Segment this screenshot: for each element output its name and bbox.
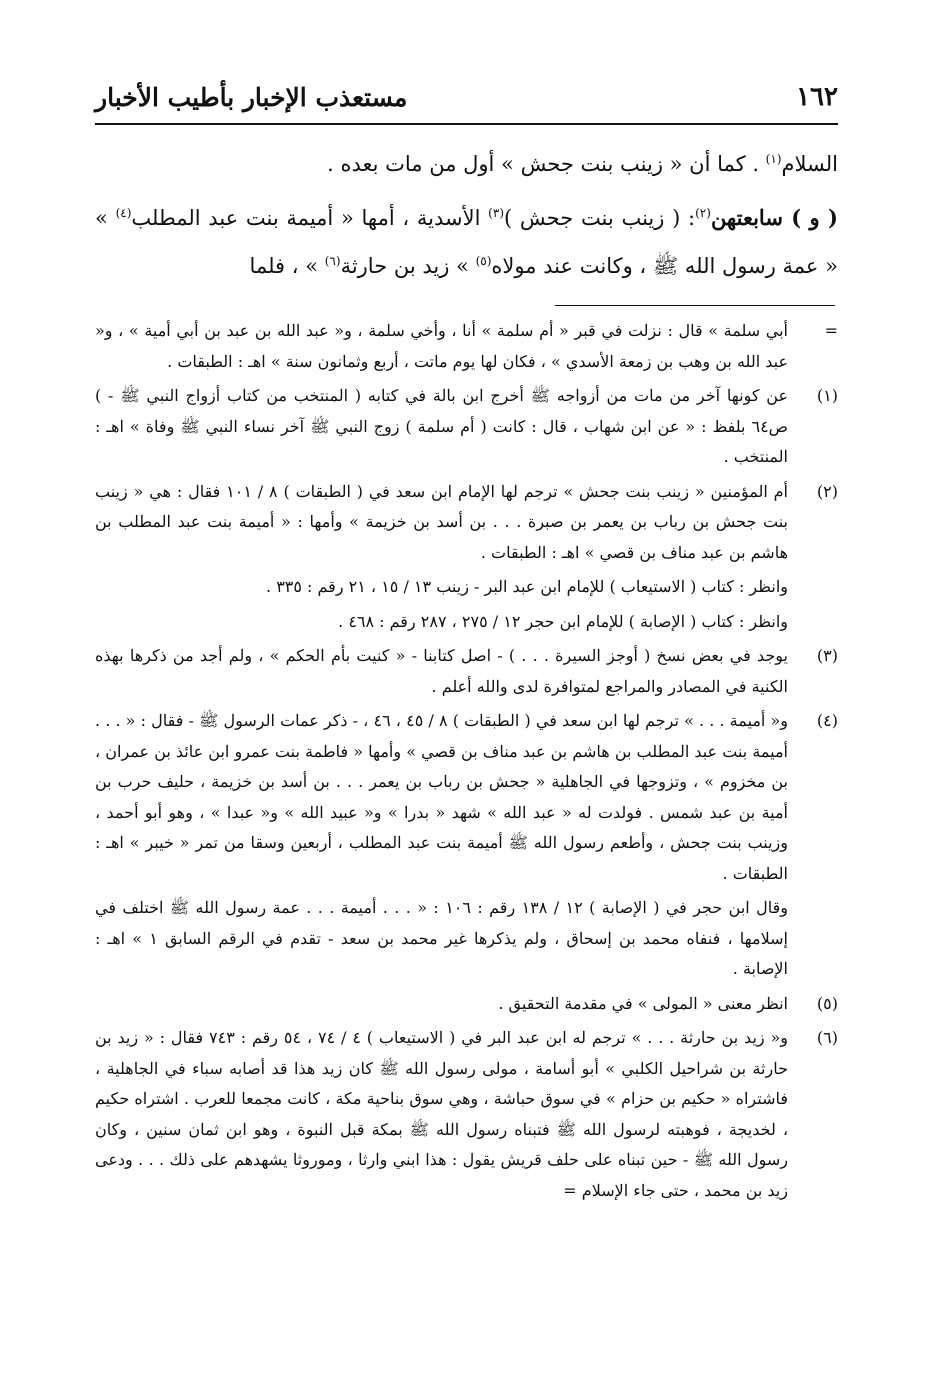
footnote-2 — [95, 477, 840, 638]
footnote-ref: (٣) — [488, 206, 504, 220]
footnote-number: = — [824, 321, 838, 340]
footnote-ref: (٢) — [695, 206, 711, 220]
text-run: . كما أن « زينب بنت جحش » أول من مات بعده . — [327, 152, 766, 176]
running-title: مستعذب الإخبار بأطيب الأخبار — [95, 83, 408, 112]
footnote-body — [95, 477, 788, 638]
text-run: الأسدية ، أمها « أميمة بنت عبد المطلب — [131, 206, 489, 230]
footnote-body — [95, 641, 788, 702]
bold-heading: ( و ) سابعتهن — [710, 205, 838, 230]
header-rule — [95, 123, 838, 125]
footnote-number: (١) — [816, 386, 838, 405]
footnote-paragraph: وانظر : كتاب ( الاستيعاب ) للإمام ابن عبد البر - زينب ١٣ / ١٥ ، ٢١ رقم : ٣٣٥ . — [266, 577, 788, 596]
page-header — [95, 72, 838, 112]
footnote-body — [95, 316, 788, 377]
footnote-paragraph: يوجد في بعض نسخ ( أوجز السيرة . . . ) - اصل كتابنا - « كنيت بأم الحكم » ، ولم أجد من ذكرها بهذه الكنية في المصادر والمراجع لمتوافرة لدى والله أعلم . — [95, 646, 788, 696]
footnote-6 — [95, 1023, 840, 1206]
footnote-number: (٦) — [816, 1028, 838, 1047]
footnote-number: (٥) — [816, 993, 838, 1013]
main-paragraph-2 — [95, 194, 838, 290]
footnote-continuation — [95, 316, 840, 377]
footnote-paragraph: و« أميمة . . . » ترجم لها ابن سعد في ( الطبقات ) ٨ / ٤٥ ، ٤٦ ، - ذكر عمات الرسول ﷺ - فقال : « . . . أميمة بنت عبد المطلب بن هاشم بن عبد مناف بن قصي » وأمها « فاطمة بنت عمرو ابن عائذ بن عمران ، بن مخزوم » ، وتزوجها في الجاهلية « جحش بن رباب بن يعمر . . . بن أسد بن خزيمة ، حليف حرب بن أمية بن عبد شمس . فولدت له « عبد الله » شهد « بدرا » و« عبيد الله » و« عبدا » ، وهو أبو أحمد ، وزينب بنت جحش ، وأطعم رسول الله ﷺ أميمة بنت عبد المطلب ، أربعين وسقا من تمر « خيبر » اهـ : الطبقات . — [95, 711, 789, 883]
footnote-paragraph: أبي سلمة » قال : نزلت في قبر « أم سلمة » أنا ، وأخي سلمة ، و« عبد الله بن عبد بن أبي أمية » ، و« عبد الله بن وهب بن زمعة الأسدي » ، فكان لها يوم ماتت ، أربع وثمانون سنة » اهـ : الطبقات . — [95, 321, 788, 371]
footnote-body — [95, 706, 788, 985]
footnote-number: (٣) — [816, 646, 838, 665]
footnote-number: (٢) — [816, 481, 838, 501]
footnote-ref: (٤) — [115, 206, 132, 220]
text-run: » « عمة رسول الله ﷺ ، وكانت عند مولاه — [95, 206, 838, 278]
footnote-paragraph: أم المؤمنين « زينب بنت جحش » ترجم لها الإمام ابن سعد في ( الطبقات ) ٨ / ١٠١ فقال : هي « زينب بنت جحش بن رباب بن يعمر بن صبرة . . . بن أسد بن خزيمة » وأمها : « أميمة بنت عبد المطلب بن هاشم بن عبد مناف بن قصي » اهـ : الطبقات . — [95, 481, 789, 562]
footnote-4 — [95, 706, 840, 985]
main-text — [95, 140, 838, 296]
footnote-number: (٤) — [816, 711, 838, 730]
footnote-paragraph: انظر معنى « المولى » في مقدمة التحقيق . — [498, 993, 788, 1013]
footnote-3 — [95, 641, 840, 702]
footnotes — [95, 316, 840, 1210]
footnote-body — [95, 989, 788, 1020]
footnote-1 — [95, 381, 840, 473]
footnote-ref: (٦) — [324, 254, 341, 268]
text-run: السلام — [781, 152, 838, 176]
main-paragraph-1 — [95, 140, 838, 188]
footnote-separator — [555, 305, 835, 306]
footnote-ref: (١) — [765, 152, 782, 166]
footnote-body — [95, 381, 788, 473]
footnote-paragraph: و« زيد بن حارثة . . . » ترجم له ابن عبد البر في ( الاستيعاب ) ٤ / ٧٤ ، ٥٤ رقم : ٧٤٣ فقال : « زيد بن حارثة بن شراحيل الكلبي » أبو أسامة ، مولى رسول الله ﷺ كان زيد هذا قد أصابه سباء في الجاهلية ، فاشتراه « حكيم بن حزام » في سوق حباشة ، وهي سوق بناحية مكة ، كانت مجمعا للعرب . اشتراه حكيم ، لخديجة ، فوهبته لرسول الله ﷺ فتبناه رسول الله ﷺ بمكة قبل النبوة ، وهو ابن ثمان سنين ، وكان رسول الله ﷺ - حين تبناه على حلف قريش يقول : هذا ابني وارثا ، وموروثا يشهدهم على ذلك . . . ودعى زيد بن محمد ، حتى جاء الإسلام = — [95, 1028, 789, 1200]
footnote-ref: (٥) — [475, 254, 492, 268]
footnote-paragraph: عن كونها آخر من مات من أزواجه ﷺ أخرج ابن بالة في كتابه ( المنتخب من كتاب أزواج النبي ﷺ - ) ص٦٤ بلفظ : « عن ابن شهاب ، قال : كانت ( أم سلمة ) زوج النبي ﷺ آخر نساء النبي ﷺ وفاة » اهـ : المنتخب . — [95, 386, 789, 466]
footnote-paragraph: وانظر : كتاب ( الإصابة ) للإمام ابن حجر ١٢ / ٢٧٥ ، ٢٨٧ رقم : ٤٦٨ . — [338, 611, 788, 631]
text-run: : ( زينب بنت جحش ) — [504, 206, 696, 230]
footnote-5 — [95, 989, 840, 1020]
footnote-body — [95, 1023, 788, 1206]
page-number: ١٦٢ — [796, 82, 838, 112]
footnote-paragraph: وقال ابن حجر في ( الإصابة ) ١٢ / ١٣٨ رقم : ١٠٦ : « . . . أميمة . . . عمة رسول الله ﷺ اختلف في إسلامها ، فنفاه محمد بن إسحاق ، ولم يذكرها غير محمد بن سعد - تقدم في الرقم السابق ١ » اهـ : الإصابة . — [95, 898, 789, 978]
text-run: » زيد بن حارثة — [340, 254, 476, 278]
text-run: » ، فلما — [249, 254, 325, 278]
